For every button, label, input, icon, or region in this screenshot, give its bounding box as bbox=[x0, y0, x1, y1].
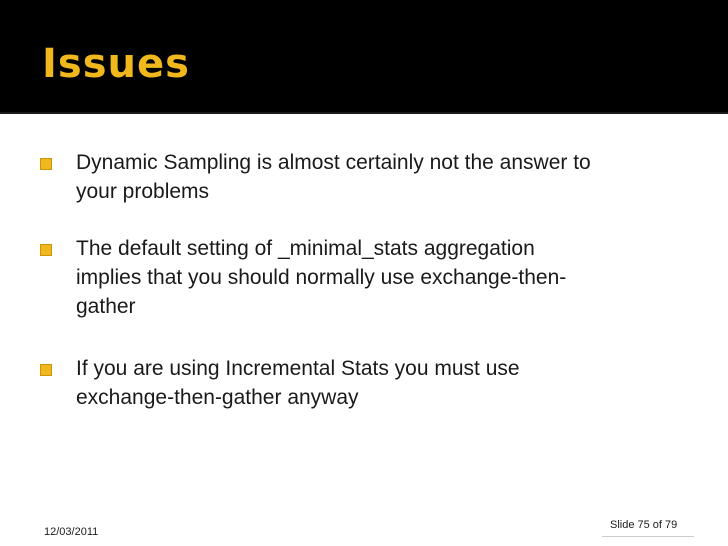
bullet-line: If you are using Incremental Stats you must use bbox=[76, 357, 520, 380]
bullet-line: your problems bbox=[76, 180, 210, 203]
bullet-line: Dynamic Sampling is almost certainly not the answer to bbox=[76, 151, 591, 174]
square-bullet-icon bbox=[40, 158, 52, 170]
bullet-line: exchange-then-gather anyway bbox=[76, 386, 359, 409]
bullet-line: implies that you should normally use exchange-then- bbox=[76, 266, 567, 289]
footer-divider bbox=[602, 536, 694, 537]
title-divider bbox=[0, 112, 728, 114]
title-bar bbox=[0, 0, 728, 114]
bullet-line: The default setting of _minimal_stats aggregation bbox=[76, 237, 535, 260]
bullet-text bbox=[76, 354, 696, 412]
square-bullet-icon bbox=[40, 364, 52, 376]
footer-slide-number: Slide 75 of 79 bbox=[610, 519, 678, 531]
square-bullet-icon bbox=[40, 244, 52, 256]
bullet-text bbox=[76, 148, 696, 206]
bullet-line: gather bbox=[76, 295, 136, 318]
bullet-text bbox=[76, 234, 696, 321]
footer-date: 12/03/2011 bbox=[44, 526, 99, 538]
slide-title: Issues bbox=[42, 41, 190, 87]
